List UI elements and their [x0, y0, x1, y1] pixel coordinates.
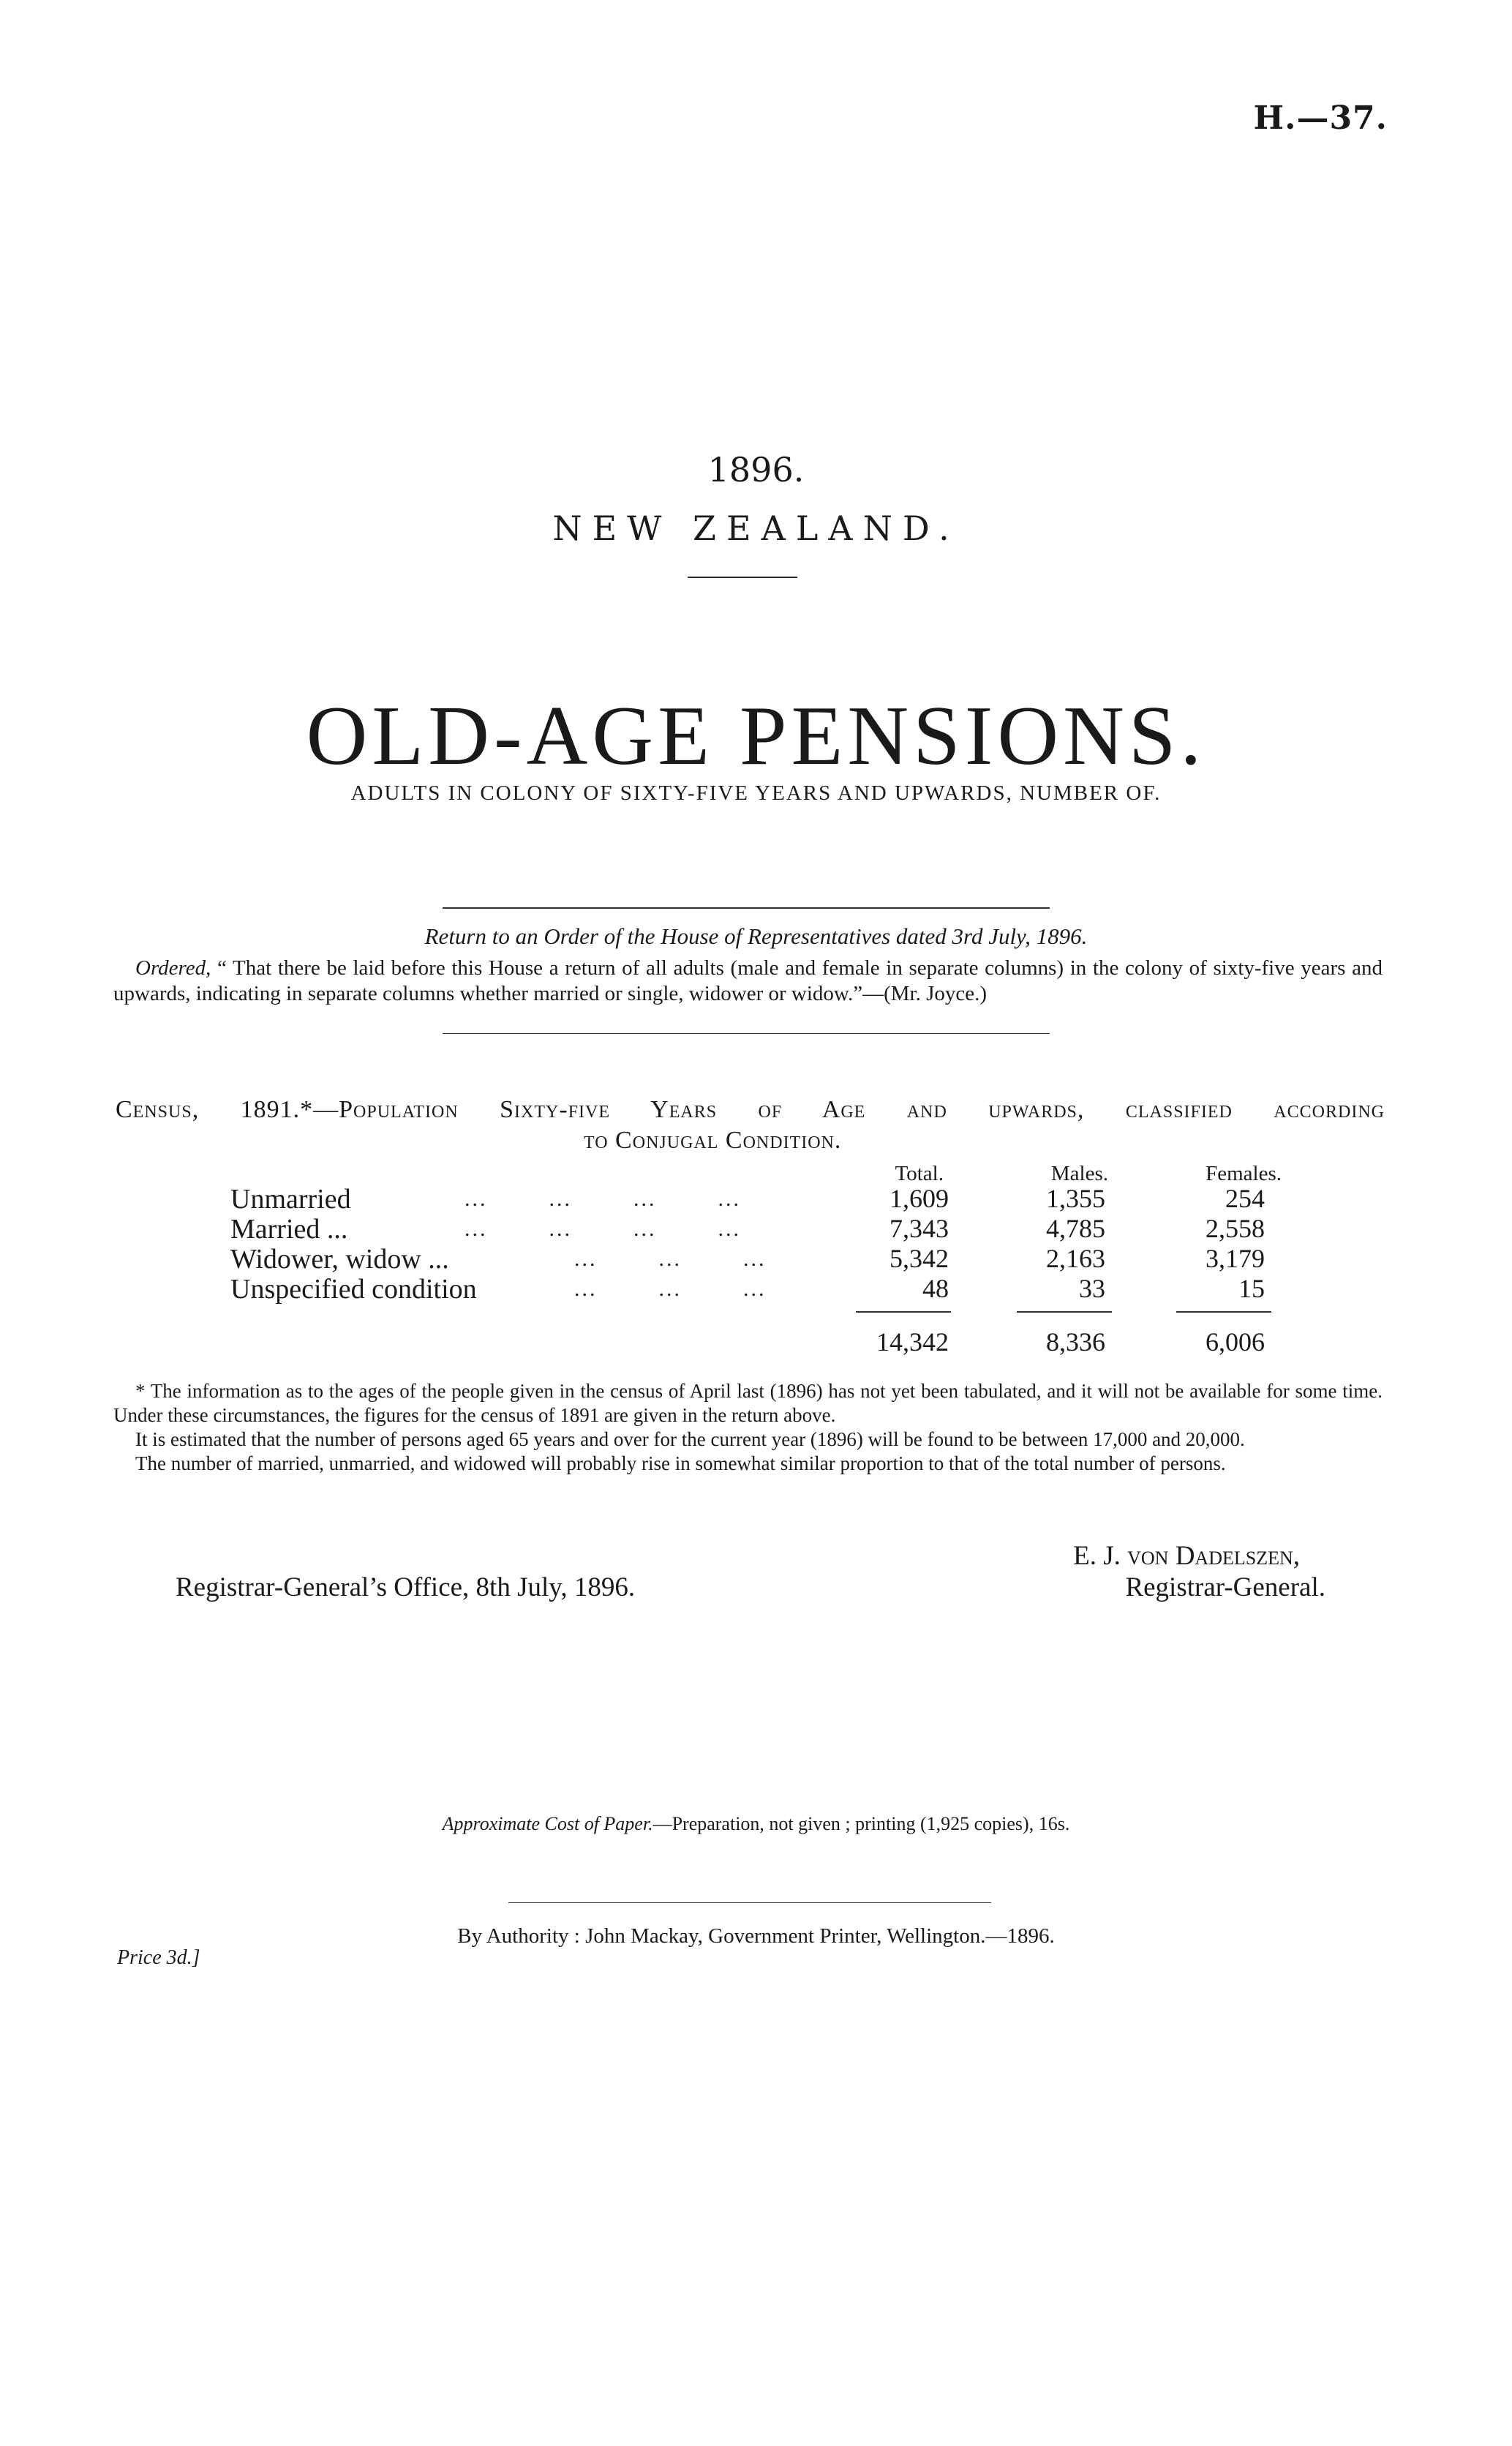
row-label: Unmarried: [230, 1184, 351, 1215]
cell-total: 1,609: [889, 1184, 949, 1213]
signatory-title: Registrar-General.: [1125, 1572, 1325, 1602]
column-header-total: Total.: [895, 1162, 944, 1185]
cell-total: 48: [922, 1274, 949, 1303]
row-label: Married ...: [230, 1214, 348, 1245]
order-text: [113, 956, 1383, 1007]
cell-males: 1,355: [1046, 1184, 1105, 1213]
footnote-3: The number of married, unmarried, and widowed will probably rise in somewhat similar proportion to that of the total number of persons.: [135, 1452, 1226, 1474]
census-heading: Census, 1891.*—Population Sixty-five Years of Age and upwards, classified according: [116, 1096, 1385, 1123]
return-line: Return to an Order of the House of Representatives dated 3rd July, 1896.: [424, 923, 1088, 949]
cell-females: 2,558: [1206, 1214, 1265, 1243]
column-header-males: Males.: [1050, 1162, 1108, 1185]
signatory-name: E. J. von Dadelszen,: [1073, 1541, 1300, 1571]
ordered-body: “ That there be laid before this House a return of all adults (male and female in separate columns) in the colony of sixty-five years and upwards, indicating in separate columns whether married or single, widower or widow.”—(Mr. Joyce.): [113, 956, 1383, 1005]
cost-label: Approximate Cost of Paper.: [442, 1813, 653, 1834]
footnote-2: It is estimated that the number of persons aged 65 years and over for the current year (1896) will be found to be between 17,000 and 20,000.: [135, 1428, 1245, 1450]
page-title: OLD-AGE PENSIONS.: [306, 689, 1206, 783]
order-divider-bottom: [443, 1033, 1050, 1034]
row-label: Widower, widow ...: [230, 1244, 449, 1275]
cell-males: 2,163: [1046, 1244, 1105, 1273]
cell-females: 15: [1238, 1274, 1265, 1303]
census-heading-cont: to Conjugal Condition.: [584, 1127, 842, 1154]
leader-dots: ... ... ...: [574, 1247, 767, 1271]
cost-line: [0, 1813, 1512, 1835]
cell-females: 254: [1225, 1184, 1265, 1213]
cell-total: 5,342: [889, 1244, 949, 1273]
page-subtitle: ADULTS IN COLONY OF SIXTY-FIVE YEARS AND UPWARDS, NUMBER OF.: [350, 781, 1162, 805]
cell-total: 7,343: [889, 1214, 949, 1243]
footnote-1: * The information as to the ages of the people given in the census of April last (1896) has not yet been tabulated, and it will not be available for some time. Under these circumstances, the figures for the census of 1891 are given in the return above.: [113, 1380, 1383, 1426]
document-reference: H.—37.: [1253, 100, 1388, 137]
cell-females: 3,179: [1206, 1244, 1265, 1273]
cell-total-males: 8,336: [1046, 1327, 1105, 1357]
leader-dots: ... ... ... ...: [464, 1187, 741, 1211]
office-date: Registrar-General’s Office, 8th July, 1896.: [176, 1572, 636, 1602]
year-heading: 1896.: [707, 450, 805, 489]
price-note: Price 3d.]: [117, 1946, 200, 1969]
ordered-label: Ordered,: [135, 956, 211, 980]
row-label: Unspecified condition: [230, 1274, 477, 1305]
order-divider-top: [443, 907, 1050, 909]
cell-males: 4,785: [1046, 1214, 1105, 1243]
footer-divider: [508, 1902, 991, 1903]
total-rule: [856, 1311, 951, 1313]
total-rule: [1017, 1311, 1112, 1313]
cell-grand-total: 14,342: [876, 1327, 949, 1357]
cost-text: —Preparation, not given ; printing (1,925 copies), 16s.: [652, 1813, 1070, 1834]
printer-imprint: By Authority : John Mackay, Government Printer, Wellington.—1896.: [457, 1924, 1055, 1948]
leader-dots: ... ... ... ...: [464, 1217, 741, 1241]
cell-total-females: 6,006: [1206, 1327, 1265, 1357]
title-divider: [688, 577, 797, 578]
cell-males: 33: [1079, 1274, 1105, 1303]
leader-dots: ... ... ...: [574, 1277, 767, 1301]
total-rule: [1176, 1311, 1271, 1313]
footnotes: [113, 1379, 1383, 1476]
country-heading: NEW ZEALAND.: [552, 509, 960, 548]
column-header-females: Females.: [1206, 1162, 1282, 1185]
